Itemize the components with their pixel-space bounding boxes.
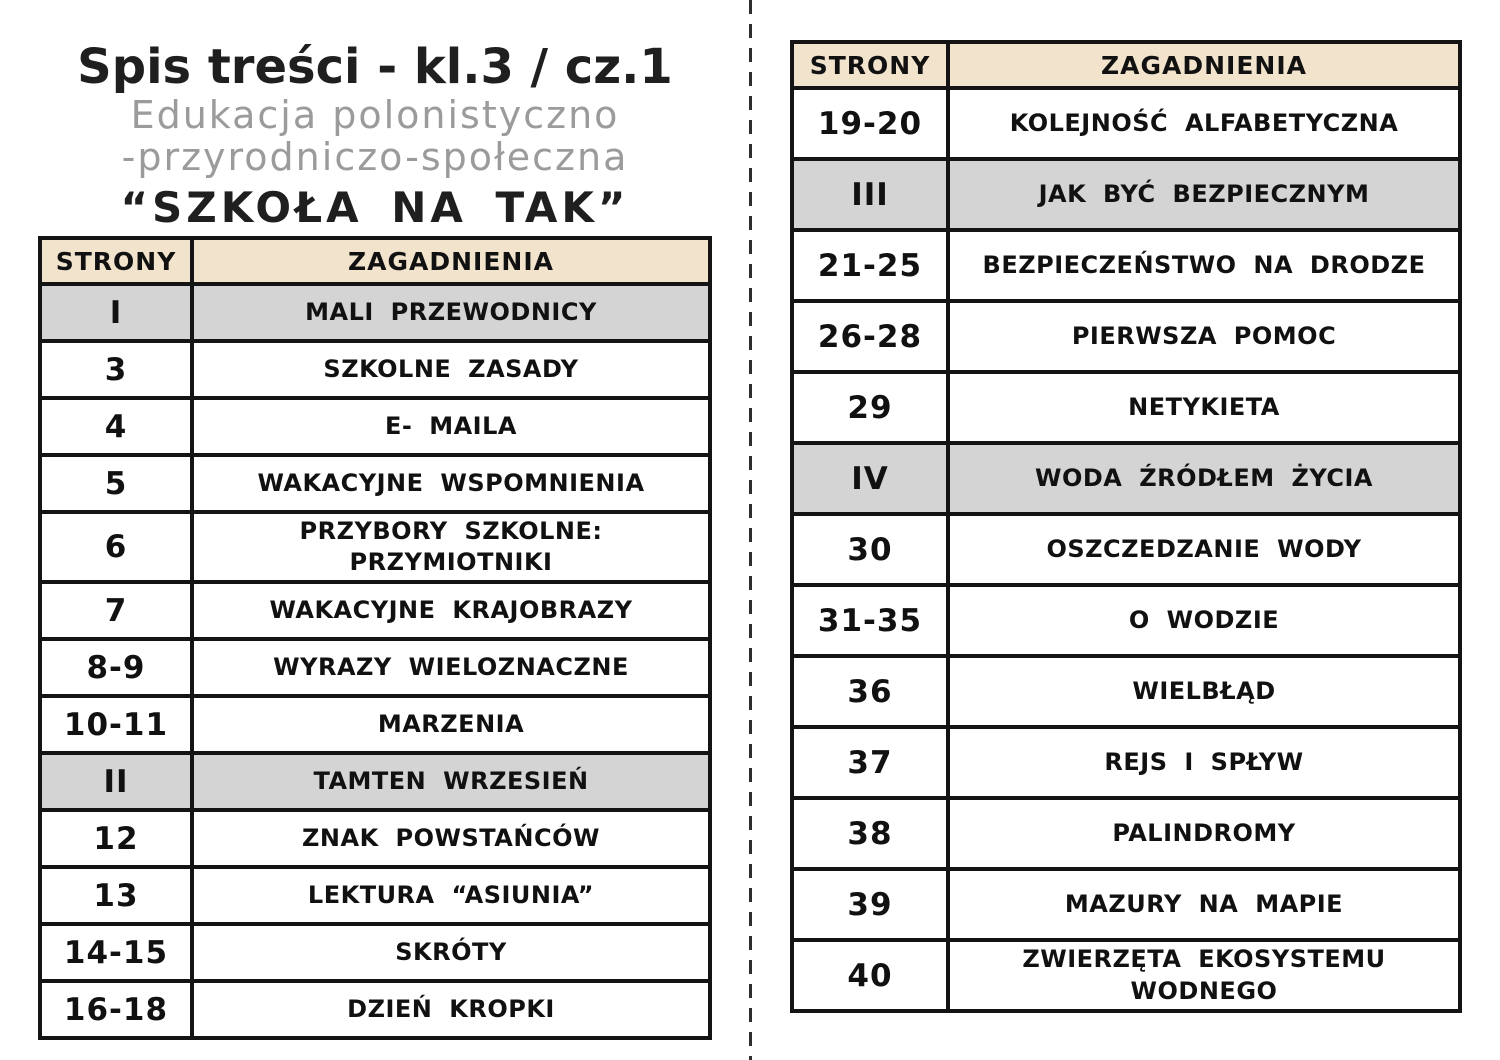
pages-cell: 37 — [792, 727, 948, 798]
table-row — [792, 230, 1460, 301]
pages-cell: 12 — [40, 810, 192, 867]
table-row — [792, 301, 1460, 372]
pages-cell: 3 — [40, 341, 192, 398]
pages-cell: 36 — [792, 656, 948, 727]
pages-cell: III — [792, 159, 948, 230]
topic-cell: ZNAK POWSTAŃCÓW — [192, 810, 710, 867]
topic-cell: ZWIERZĘTA EKOSYSTEMU WODNEGO — [948, 940, 1460, 1011]
pages-cell: 40 — [792, 940, 948, 1011]
table-row — [40, 924, 710, 981]
topic-cell: BEZPIECZEŃSTWO NA DRODZE — [948, 230, 1460, 301]
table-row — [792, 869, 1460, 940]
pages-cell: 7 — [40, 582, 192, 639]
pages-cell: 16-18 — [40, 981, 192, 1038]
table-row — [792, 585, 1460, 656]
pages-cell: 19-20 — [792, 88, 948, 159]
topic-cell: JAK BYĆ BEZPIECZNYM — [948, 159, 1460, 230]
toc-table-left — [38, 236, 712, 1040]
subtitle-line-1: Edukacja polonistyczno — [130, 93, 620, 138]
column-header-strony: STRONY — [40, 238, 192, 284]
table-row — [40, 455, 710, 512]
section-row — [792, 443, 1460, 514]
pages-cell: I — [40, 284, 192, 341]
topic-cell: TAMTEN WRZESIEŃ — [192, 753, 710, 810]
table-row — [40, 981, 710, 1038]
section-row — [40, 753, 710, 810]
table-header-row — [792, 42, 1460, 88]
topic-cell: PRZYBORY SZKOLNE: PRZYMIOTNIKI — [192, 512, 710, 582]
table-row — [40, 867, 710, 924]
column-header-zagadnienia: ZAGADNIENIA — [192, 238, 710, 284]
pages-cell: 13 — [40, 867, 192, 924]
table-row — [792, 88, 1460, 159]
table-row — [40, 810, 710, 867]
pages-cell: 30 — [792, 514, 948, 585]
pages-cell: 4 — [40, 398, 192, 455]
table-row — [40, 696, 710, 753]
page-title: Spis treści - kl.3 / cz.1 — [77, 39, 673, 95]
topic-cell: WAKACYJNE WSPOMNIENIA — [192, 455, 710, 512]
toc-table-right — [790, 40, 1462, 1013]
table-row — [792, 656, 1460, 727]
topic-cell: PALINDROMY — [948, 798, 1460, 869]
table-row — [792, 727, 1460, 798]
page-divider — [749, 0, 752, 1060]
topic-cell: NETYKIETA — [948, 372, 1460, 443]
table-row — [40, 582, 710, 639]
left-page-title-block — [38, 40, 712, 232]
column-header-strony: STRONY — [792, 42, 948, 88]
table-row — [792, 372, 1460, 443]
pages-cell: 6 — [40, 512, 192, 582]
series-quote: “SZKOŁA NA TAK” — [120, 182, 630, 232]
topic-cell: WAKACYJNE KRAJOBRAZY — [192, 582, 710, 639]
pages-cell: 21-25 — [792, 230, 948, 301]
pages-cell: 14-15 — [40, 924, 192, 981]
table-row — [40, 341, 710, 398]
table-row — [792, 798, 1460, 869]
topic-cell: KOLEJNOŚĆ ALFABETYCZNA — [948, 88, 1460, 159]
pages-cell: 31-35 — [792, 585, 948, 656]
pages-cell: 5 — [40, 455, 192, 512]
topic-cell: SZKOLNE ZASADY — [192, 341, 710, 398]
topic-cell: LEKTURA “ASIUNIA” — [192, 867, 710, 924]
table-row — [40, 512, 710, 582]
topic-cell: PIERWSZA POMOC — [948, 301, 1460, 372]
section-row — [792, 159, 1460, 230]
pages-cell: II — [40, 753, 192, 810]
column-header-zagadnienia: ZAGADNIENIA — [948, 42, 1460, 88]
pages-cell: 10-11 — [40, 696, 192, 753]
topic-cell: SKRÓTY — [192, 924, 710, 981]
table-row — [792, 940, 1460, 1011]
topic-cell: DZIEŃ KROPKI — [192, 981, 710, 1038]
topic-cell: MALI PRZEWODNICY — [192, 284, 710, 341]
pages-cell: 8-9 — [40, 639, 192, 696]
topic-cell: REJS I SPŁYW — [948, 727, 1460, 798]
section-row — [40, 284, 710, 341]
topic-cell: O WODZIE — [948, 585, 1460, 656]
topic-cell: WYRAZY WIELOZNACZNE — [192, 639, 710, 696]
topic-cell: E- MAILA — [192, 398, 710, 455]
table-row — [40, 639, 710, 696]
pages-cell: 26-28 — [792, 301, 948, 372]
table-row — [40, 398, 710, 455]
pages-cell: IV — [792, 443, 948, 514]
topic-cell: WODA ŹRÓDŁEM ŻYCIA — [948, 443, 1460, 514]
pages-cell: 38 — [792, 798, 948, 869]
subtitle-line-2: -przyrodniczo-społeczna — [121, 134, 629, 179]
topic-cell: MAZURY NA MAPIE — [948, 869, 1460, 940]
table-header-row — [40, 238, 710, 284]
pages-cell: 29 — [792, 372, 948, 443]
topic-cell: WIELBŁĄD — [948, 656, 1460, 727]
table-row — [792, 514, 1460, 585]
topic-cell: MARZENIA — [192, 696, 710, 753]
pages-cell: 39 — [792, 869, 948, 940]
topic-cell: OSZCZEDZANIE WODY — [948, 514, 1460, 585]
